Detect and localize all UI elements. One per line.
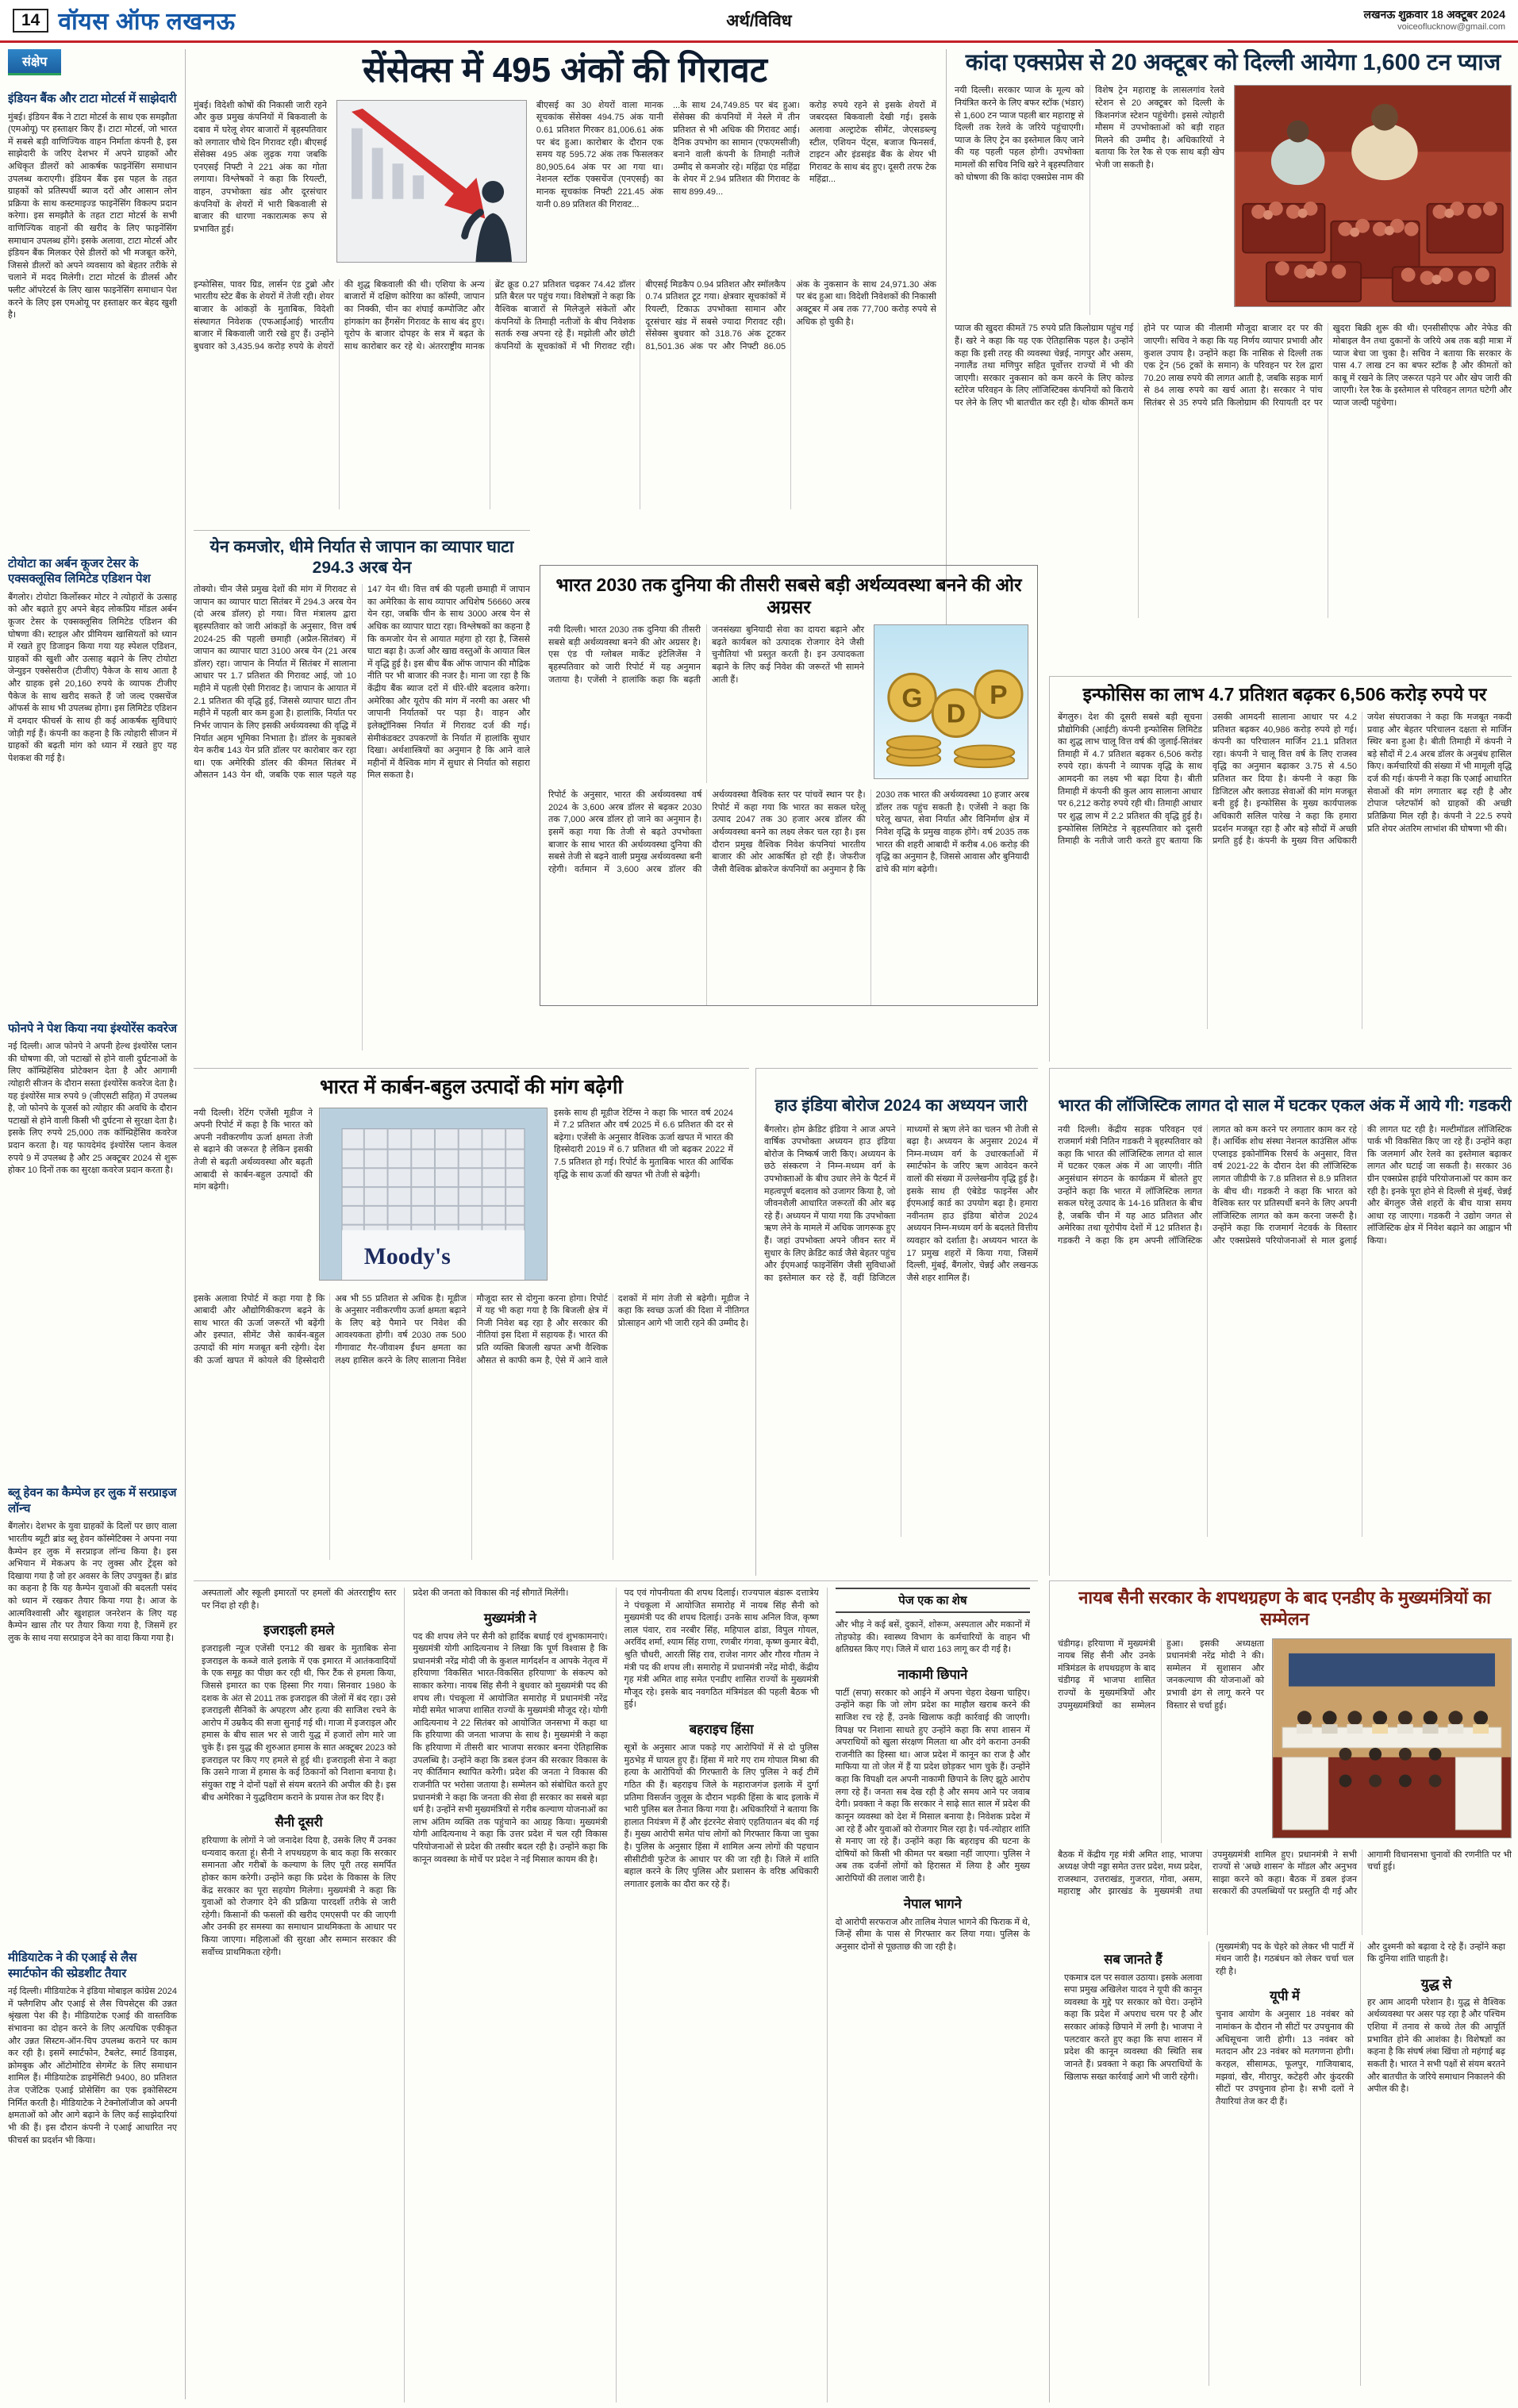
article-body: नयी दिल्ली। भारत 2030 तक दुनिया की तीसरी सबसे बड़ी अर्थव्यवस्था बनने की ओर अग्रसर है। एस एंड पी ग्लोबल मार्केट इंटेलिजेंस ने बृहस्पतिवार को जारी रिपोर्ट में यह अनुमान जताया है। एजेंसी ने हालांकि कहा कि बढ़ती जनसंख्या बुनियादी सेवा का दायरा बढ़ाने और बढ़ते कार्यबल को उत्पादक रोजगार देने जैसी चुनौतियां भी प्रस्तुत करती है। इन उत्पादकता बढ़ाने के लिए कई निवेश की जरूरतें भी सामने आती हैं।	[548, 625, 864, 685]
article-body: चंडीगढ़। हरियाणा में मुख्यमंत्री नायब सिंह सैनी और उनके मंत्रिमंडल के शपथग्रहण के बाद चंडीगढ़ में भाजपा शासित राज्यों के मुख्यमंत्रियों और उपमुख्यमंत्रियों का सम्मेलन हुआ। इसकी अध्यक्षता प्रधानमंत्री नरेंद्र मोदी ने की। सम्मेलन में सुशासन और जनकल्याण की योजनाओं को प्रभावी ढंग से लागू करने पर विस्तार से चर्चा हुई।	[1058, 1638, 1264, 1711]
gdp-coins-image	[874, 624, 1028, 779]
moodys-building-image	[319, 1108, 548, 1281]
onion-train-photo	[1234, 85, 1512, 307]
continuation-text: और भीड़ ने कई बसें, दुकानें, शोरूम, अस्पताल और मकानों में तोड़फोड़ की। स्वास्थ्य विभाग के कर्मचारियों के वाहन भी क्षतिग्रस्त किए गए। जिले में धारा 163 लागू कर दी गई है।	[835, 1620, 1030, 1655]
article-body: बैंगलोर। होम क्रेडिट इंडिया ने आज अपने वार्षिक उपभोक्ता अध्ययन हाउ इंडिया बोरोज के निष्कर्ष जारी किए। अध्ययन के छठे संस्करण ने निम्न-मध्यम वर्ग के उपभोक्ताओं के बीच उधार लेने के पैटर्न में महत्वपूर्ण बदलाव को उजागर किया है, जो जीवनशैली आधारित जरूरतों की ओर बढ़ रहे हैं। अध्ययन में पाया गया कि उपभोक्ता ऋण लेने के मामले में अधिक जागरूक हुए हैं। जहां उपभोक्ता अपने जीवन स्तर में सुधार के लिए क्रेडिट कार्ड जैसे बेहतर पहुंच और ईएमआई फाइनेंसिंग जैसी सुविधाओं का इस्तेमाल कर रहे हैं, वहीं डिजिटल माध्यमों से ऋण लेने का चलन भी तेजी से बढ़ा है। अध्ययन के अनुसार 2024 में निम्न-मध्यम वर्ग के उधारकर्ताओं में स्मार्टफोन के जरिए ऋण आवेदन करने वालों की संख्या में उल्लेखनीय वृद्धि हुई है। इसके साथ ही एंबेडेड फाइनेंस और ईएमआई कार्ड का उपयोग बढ़ा है। हमारा नवीनतम हाउ इंडिया बोरोज 2024 अध्ययन निम्न-मध्यम वर्ग के बदलते वित्तीय व्यवहार को दर्शाता है। अध्ययन भारत के 17 प्रमुख शहरों में किया गया, जिसमें दिल्ली, मुंबई, बैंगलोर, चेन्नई और लखनऊ जैसे शहर शामिल हैं।	[764, 1124, 1038, 1283]
article-body: हर आम आदमी परेशान है। युद्ध से वैश्विक अर्थव्यवस्था पर असर पड़ रहा है और पश्चिम एशिया में तनाव से कच्चे तेल की आपूर्ति प्रभावित होने की आशंका है। विशेषज्ञों का कहना है कि संघर्ष लंबा खिंचा तो महंगाई बढ़ सकती है। भारत ने सभी पक्षों से संयम बरतने और बातचीत के जरिये समाधान निकालने की अपील की है।	[1367, 1997, 1505, 2095]
continuation-column-4	[828, 1588, 1038, 2402]
article-body: नयी दिल्ली। केंद्रीय सड़क परिवहन एवं राजमार्ग मंत्री नितिन गडकरी ने बृहस्पतिवार को कहा कि भारत की लॉजिस्टिक लागत दो साल में घटकर एकल अंक में आ जाएगी। नीति अनुसंधान संगठन के कार्यक्रम में बोलते हुए उन्होंने कहा कि भारत में लॉजिस्टिक लागत सकल घरेलू उत्पाद के 14-16 प्रतिशत के बीच है, जबकि चीन में यह आठ प्रतिशत और अमेरिका तथा यूरोपीय देशों में 12 प्रतिशत है। गडकरी ने कहा कि हम अपनी लॉजिस्टिक लागत को कम करने पर लगातार काम कर रहे हैं। आर्थिक शोध संस्था नेशनल काउंसिल ऑफ एप्लाइड इकोनॉमिक रिसर्च के अनुसार, वित्त वर्ष 2021-22 के दौरान देश की लॉजिस्टिक लागत जीडीपी के 7.8 प्रतिशत से 8.9 प्रतिशत के बीच थी। गडकरी ने कहा कि भारत को वैश्विक स्तर पर प्रतिस्पर्धी बनने के लिए अपनी लॉजिस्टिक लागत को कम करना जरूरी है। उन्होंने कहा कि राजमार्ग नेटवर्क के विस्तार और एक्सप्रेसवे परियोजनाओं से माल ढुलाई की लागत घट रही है। मल्टीमॉडल लॉजिस्टिक पार्क भी विकसित किए जा रहे हैं। उन्होंने कहा कि जलमार्ग और रेलवे का इस्तेमाल बढ़ाकर लागत और घटाई जा सकती है। सरकार 36 ग्रीन एक्सप्रेस हाईवे परियोजनाओं पर काम कर रही है। इनके पूरा होने से दिल्ली से मुंबई, चेन्नई और बेंगलुरु जैसे शहरों के बीच यात्रा समय आधा रह जाएगा। गडकरी ने उद्योग जगत से लॉजिस्टिक क्षेत्र में निवेश बढ़ाने का आह्वान भी किया।	[1058, 1124, 1512, 1246]
brief-body: मुंबई। इंडियन बैंक ने टाटा मोटर्स के साथ एक समझौता (एमओयू) पर हस्ताक्षर किए हैं। टाटा मोटर्स, जो भारत में सबसे बड़ी वाणिज्यिक वाहन निर्माता कंपनी है, इस साझेदारी के जरिए देशभर में अपने ग्राहकों और अधिकृत डीलरों को आकर्षक फाइनेंसिंग समाधान उपलब्ध कराएगी। इंडियन बैंक इस पहल के तहत ग्राहकों को प्रतिस्पर्धी ब्याज दरों और आसान लोन प्रक्रिया के साथ कस्टमाइज्ड फाइनेंसिंग विकल्प प्रदान करेगा। इस समझौते के तहत टाटा मोटर्स के सभी वाणिज्यिक वाहनों की खरीद के लिए फाइनेंसिंग समाधान उपलब्ध होंगे। इसके अलावा, टाटा मोटर्स और इंडियन बैंक मिलकर ऐसे डीलरों को भी मजबूत करेंगे, जिससे डीलरों को अपने व्यवसाय को बेहतर तरीके से चलाने में मदद मिलेगी। टाटा मोटर्स के डीलर्स और फ्लीट ऑपरेटर्स के लिए खास फाइनेंसिंग समाधान पेश करने के लिए इस एमओयू पर हस्ताक्षर कर बेहद खुशी है।	[8, 112, 177, 321]
article-body: पार्टी (सपा) सरकार को आईने में अपना चेहरा देखना चाहिए। उन्होंने कहा कि जो लोग प्रदेश का माहौल खराब करने की साजिश रच रहे हैं, उनके खिलाफ कड़ी कार्रवाई की जाएगी। विपक्ष पर निशाना साधते हुए उन्होंने कहा कि सपा शासन में अपराधियों को खुला संरक्षण मिलता था और दंगे कराना उनकी राजनीति का हिस्सा था। आज प्रदेश में कानून का राज है और माफिया या तो जेल में हैं या प्रदेश छोड़कर भाग चुके हैं। उन्होंने कहा कि विपक्षी दल अपनी नाकामी छिपाने के लिए झूठे आरोप लगा रहे हैं। जनता सब देख रही है और समय आने पर जवाब देगी। प्रवक्ता ने कहा कि सरकार ने साढ़े सात साल में प्रदेश की कानून व्यवस्था को देश में मिसाल बनाया है। निवेशक प्रदेश में आ रहे हैं और युवाओं को रोजगार मिल रहा है। पर्व-त्योहार शांति से मनाए जा रहे हैं। उन्होंने कहा कि बहराइच की घटना के दोषियों को किसी भी कीमत पर बख्शा नहीं जाएगा। पुलिस ने अब तक दर्जनों लोगों को हिरासत में लिया है और मुख्य आरोपियों की तलाश जारी है।	[835, 1688, 1030, 1884]
article-body: बैठक में केंद्रीय गृह मंत्री अमित शाह, भाजपा अध्यक्ष जेपी नड्डा समेत उत्तर प्रदेश, मध्य प्रदेश, राजस्थान, उत्तराखंड, गुजरात, गोवा, असम, महाराष्ट्र और झारखंड के मुख्यमंत्री तथा उपमुख्यमंत्री शामिल हुए। प्रधानमंत्री ने सभी राज्यों से 'अच्छे शासन' के मॉडल और अनुभव साझा करने को कहा। बैठक में डबल इंजन सरकारों की उपलब्धियों पर प्रस्तुति दी गई और आगामी विधानसभा चुनावों की रणनीति पर भी चर्चा हुई।	[1058, 1849, 1512, 1897]
article-sensex-fall	[194, 49, 936, 522]
saini-second-header: सैनी दूसरी	[275, 1815, 323, 1830]
brief-body: बैंगलोर। देशभर के युवा ग्राहकों के दिलों पर छाए वाला भारतीय ब्यूटी ब्रांड ब्लू हेवन कॉस्मेटिक्स ने अपना नया कैम्पेन हर लुक में सरप्राइज लॉन्च किया है। इस अभियान में मेकअप के नए लुक्स और ट्रेंड्स को दिखाया गया है जो हर अवसर के लिए उपयुक्त हैं। ब्रांड का कहना है कि यह कैम्पेन युवाओं की बदलती पसंद को ध्यान में रखकर तैयार किया गया है। आज के आत्मविश्वासी और खुशहाल जनरेशन के लिए यह कैम्पेन खास तौर पर तैयार किया गया है, जिसमें हर लुक के साथ नया सरप्राइज देने का वादा किया गया है।	[8, 1522, 177, 1643]
briefs-section-badge: संक्षेप	[8, 49, 61, 75]
infosys-headline: इन्फोसिस का लाभ 4.7 प्रतिशत बढ़कर 6,506 करोड़ रुपये पर	[1082, 684, 1487, 705]
bahraich-violence-header: बहराइच हिंसा	[689, 1722, 754, 1738]
continuation-column-2	[405, 1588, 616, 2402]
nda-headline: नायब सैनी सरकार के शपथग्रहण के बाद एनडीए के मुख्यमंत्रियों का सम्मेलन	[1078, 1588, 1491, 1629]
article-body: इन्फोसिस, पावर ग्रिड, लार्सन एंड टुब्रो और भारतीय स्टेट बैंक के शेयरों में तेजी रही। शेयर बाजार के आंकड़ों के मुताबिक, विदेशी संस्थागत निवेशक (एफआईआई) भारतीय बाजार में बिकवाली जारी रखे हुए हैं। उन्होंने बुधवार को 3,435.94 करोड़ रुपये के शेयरों की शुद्ध बिकवाली की थी। एशिया के अन्य बाजारों में दक्षिण कोरिया का कॉस्पी, जापान का निक्की, चीन का शंघाई कम्पोजिट और हांगकांग का हैंगसेंग गिरावट के साथ बंद हुए। यूरोप के बाजार दोपहर के सत्र में बढ़त के साथ कारोबार कर रहे थे। अंतरराष्ट्रीय मानक ब्रेंट क्रूड 0.27 प्रतिशत चढ़कर 74.42 डॉलर प्रति बैरल पर पहुंच गया। विशेषज्ञों ने कहा कि वैश्विक बाजारों से मिलेजुले संकेतों और कंपनियों के तिमाही नतीजों के बीच निवेशक सतर्क रुख अपना रहे हैं। मझोली और छोटी कंपनियों के सूचकांकों में भी गिरावट रही। बीएसई मिडकैप 0.94 प्रतिशत और स्मॉलकैप 0.74 प्रतिशत टूट गया। क्षेत्रवार सूचकांकों में रियल्टी, टिकाऊ उपभोक्ता सामान और दूरसंचार खंड में सबसे ज्यादा गिरावट रही। सेंसेक्स बुधवार को 318.76 अंक टूटकर 81,501.36 अंक पर और निफ्टी 86.05 अंक के नुकसान के साथ 24,971.30 अंक पर बंद हुआ था। विदेशी निवेशकों की निकासी अक्टूबर में अब तक 77,700 करोड़ रुपये से अधिक हो चुकी है।	[194, 279, 936, 351]
article-logistics-gadkari	[1049, 1068, 1512, 1576]
article-body: सूत्रों के अनुसार आज पकड़े गए आरोपियों में से दो पुलिस मुठभेड़ में घायल हुए हैं। हिंसा में मारे गए राम गोपाल मिश्रा की हत्या के आरोपियों की गिरफ्तारी के लिए पुलिस ने कई टीमें गठित की हैं। बहराइच जिले के महाराजगंज इलाके में दुर्गा प्रतिमा विसर्जन जुलूस के दौरान भड़की हिंसा के बाद इलाके में भारी पुलिस बल तैनात किया गया है। अधिकारियों ने बताया कि हालात नियंत्रण में हैं और इंटरनेट सेवाएं एहतियातन बंद की गई हैं। मुख्य आरोपी समेत पांच लोगों को गिरफ्तार किया जा चुका है। पुलिस के अनुसार हिंसा में शामिल अन्य लोगों की पहचान सीसीटीवी फुटेज के आधार पर की जा रही है। जिले में शांति बहाल करने के लिए पुलिस और प्रशासन के वरिष्ठ अधिकारी लगातार इलाके का दौरा कर रहे हैं।	[624, 1743, 819, 1889]
gdp-coins-illustration	[874, 625, 1028, 778]
newspaper-title: वॉयस ऑफ लखनऊ	[58, 9, 236, 35]
sub-column-up	[1209, 1941, 1361, 2386]
article-india-2030-economy	[540, 565, 1038, 1006]
gdp-letter-p: P	[990, 681, 1008, 711]
brief-item	[8, 1950, 177, 2399]
brief-title: मीडियाटेक ने की एआई से लैस स्मार्टफोन की स्प्रेडशीट तैयार	[8, 1951, 137, 1980]
article-body: रिपोर्ट के अनुसार, भारत की अर्थव्यवस्था वर्ष 2024 के 3,600 अरब डॉलर से बढ़कर 2030 तक 7,000 अरब डॉलर हो जाने का अनुमान है। इसमें कहा गया कि तेजी से बढ़ते उपभोक्ता बाजार के साथ भारत की अर्थव्यवस्था दुनिया की सबसे तेजी से बढ़ने वाली प्रमुख अर्थव्यवस्था बनी रहेगी। वर्तमान में 3,600 अरब डॉलर की अर्थव्यवस्था वैश्विक स्तर पर पांचवें स्थान पर है। रिपोर्ट में कहा गया कि भारत का सकल घरेलू उत्पाद 2047 तक 30 हजार अरब डॉलर की अर्थव्यवस्था बनने का लक्ष्य लेकर चल रहा है। इस दौरान प्रमुख वैश्विक निवेश कंपनियां भारतीय बाजार की ओर आकर्षित हो रही हैं। जेफरीज जैसी वैश्विक ब्रोकरेज कंपनियों का अनुमान है कि 2030 तक भारत की अर्थव्यवस्था 10 हजार अरब डॉलर तक पहुंच सकती है। एजेंसी ने कहा कि घरेलू खपत, सेवा निर्यात और विनिर्माण क्षेत्र में निवेश वृद्धि के प्रमुख वाहक होंगे। वर्ष 2035 तक भारत की शहरी आबादी में करीब 4.06 करोड़ की वृद्धि का अनुमान है, जिससे आवास और बुनियादी ढांचे की मांग बढ़ेगी।	[548, 790, 1029, 874]
carbon-headline: भारत में कार्बन-बहुल उत्पादों की मांग बढ़ेगी	[319, 1076, 623, 1098]
cm-conference-photo	[1272, 1638, 1512, 1838]
hiding-failure-header: नाकामी छिपाने	[897, 1667, 968, 1682]
article-column: मुंबई। विदेशी कोषों की निकासी जारी रहने और कुछ प्रमुख कंपनियों में बिकवाली के दबाव में घरेलू शेयर बाजारों में बृहस्पतिवार को लगातार चौथे दिन गिरावट रही। बीएसई सेंसेक्स 495 अंक लुढ़क गया जबकि एनएसई निफ्टी ने 221 अंक का गोता लगाया। विश्लेषकों ने कहा कि रियल्टी, वाहन, उपभोक्ता खंड और दूरसंचार कंपनियों के शेयरों में भारी बिकवाली से बाजार की धारणा नकारात्मक रूप से प्रभावित हुई।	[194, 100, 327, 234]
israeli-attacks-header: इजराइली हमले	[263, 1623, 335, 1638]
yen-headline: येन कमजोर, धीमे निर्यात से जापान का व्यापार घाटा 294.3 अरब येन	[209, 538, 514, 577]
from-war-header: युद्ध से	[1420, 1976, 1452, 1991]
sub-column-war	[1361, 1941, 1512, 2386]
onion-sorting-photo	[1235, 86, 1511, 306]
continuation-text: और दुश्मनी को बढ़ावा दे रहे हैं। उन्होंने कहा कि दुनिया शांति चाहती है।	[1367, 1941, 1505, 1964]
brief-item	[8, 1485, 177, 1934]
cm-conference-group-photo	[1273, 1639, 1511, 1838]
article-nda-cm-conference	[1049, 1580, 1512, 2402]
article-japan-trade-deficit	[194, 530, 530, 1060]
continuation-text: (मुख्यमंत्री) पद के चेहरे को लेकर भी पार्टी में मंथन जारी है। गठबंधन को लेकर चर्चा चल रही है।	[1216, 1941, 1354, 1976]
brief-title: फोनपे ने पेश किया नया इंश्योरेंस कवरेज	[8, 1021, 177, 1035]
brief-item	[8, 1021, 177, 1470]
page-one-rest-header: पेज एक का शेष	[836, 1588, 1030, 1613]
nepal-flee-header: नेपाल भागने	[903, 1896, 962, 1911]
brief-body: नई दिल्ली। आज फोनपे ने अपनी हेल्थ इंश्योरेंस प्लान की घोषणा की, जो पटाखों से होने वाली दुर्घटनाओं के लिए कॉम्प्रिहेंसिव प्रोटेक्शन देता है और आगामी त्योहारी सीजन के दौरान सस्ता इंश्योरेंस कवरेज देता है। यह इंश्योरेंस मात्र रुपये 9 (जीएसटी सहित) में उपलब्ध है, जो फोनपे के यूजर्स को त्योहार की अवधि के दौरान पटाखों से होने वाली किसी भी दुर्घटना से सुरक्षा देता है। इसके लिए रुपये 25,000 तक कॉम्प्रिहेंसिव कवरेज प्रदान करता है। यह फायदेमंद इंश्योरेंस प्लान केवल रुपये 9 में उपलब्ध है और 25 अक्टूबर 2024 से शुरू होकर 10 दिनों तक का सुरक्षा कवरेज प्रदान करता है।	[8, 1042, 177, 1176]
in-up-header: यूपी में	[1270, 1989, 1300, 2004]
everyone-knows-header: सब जानते हैं	[1104, 1952, 1163, 1967]
continuation-text: पद एवं गोपनीयता की शपथ दिलाई। राज्यपाल बंडारू दत्तात्रेय ने पंचकूला में आयोजित समारोह में नायब सिंह सैनी को मुख्यमंत्री पद की शपथ दिलाई। उनके साथ अनिल विज, कृष्ण लाल पंवार, राव नरबीर सिंह, महिपाल ढांडा, विपुल गोयल, अरविंद शर्मा, श्याम सिंह राणा, रणबीर गंगवा, कृष्ण कुमार बेदी, श्रुति चौधरी, आरती सिंह राव, राजेश नागर और गौरव गौतम ने मंत्री पद की शपथ ली। समारोह में प्रधानमंत्री नरेंद्र मोदी, केंद्रीय गृह मंत्री अमित शाह समेत एनडीए शासित राज्यों के मुख्यमंत्री मौजूद रहे। इसके बाद नवगठित मंत्रिमंडल की पहली बैठक भी हुई।	[624, 1588, 819, 1710]
article-column: बीएसई का 30 शेयरों वाला मानक सूचकांक सेंसेक्स 494.75 अंक यानी 0.61 प्रतिशत गिरकर 81,006.61 अंक पर बंद हुआ। कारोबार के दौरान एक समय यह 595.72 अंक तक फिसलकर 80,905.64 अंक पर आ गया था। नेशनल स्टॉक एक्सचेंज (एनएसई) का मानक सूचकांक निफ्टी 221.45 अंक यानी 0.89 प्रतिशत की गिरावट...	[536, 100, 663, 209]
masthead-right	[1364, 7, 1506, 33]
article-body: एकमात्र दल पर सवाल उठाया। इसके अलावा सपा प्रमुख अखिलेश यादव ने यूपी की कानून व्यवस्था के मुद्दे पर सरकार को घेरा। उन्होंने कहा कि प्रदेश में अपराध चरम पर है और सरकार आंकड़े छिपाने में लगी है। भाजपा ने पलटवार करते हुए कहा कि सपा शासन में प्रदेश की कानून व्यवस्था की स्थिति सब जानते हैं। प्रवक्ता ने कहा कि अपराधियों के खिलाफ सख्त कार्रवाई आगे भी जारी रहेगी।	[1064, 1972, 1202, 2082]
article-column: नयी दिल्ली। रेटिंग एजेंसी मूडीज ने अपनी रिपोर्ट में कहा है कि भारत को अपनी नवीकरणीय ऊर्जा क्षमता तेजी से बढ़ाने की जरूरत है लेकिन इसकी तेजी से बढ़ती अर्थव्यवस्था और बढ़ती आबादी से कार्बन-बहुल उत्पादों की मांग बढ़ेगी।	[194, 1108, 313, 1192]
article-body: हरियाणा के लोगों ने जो जनादेश दिया है, उसके लिए मैं उनका धन्यवाद करता हूं। सैनी ने शपथग्रहण के बाद कहा कि सरकार समानता और गरीबों के कल्याण के लिए पूरी तरह समर्पित होकर काम करेगी। उन्होंने कहा कि प्रदेश के विकास के लिए केंद्र सरकार का पूरा सहयोग मिलेगा। मुख्यमंत्री ने कहा कि युवाओं को रोजगार देने की प्रक्रिया पारदर्शी तरीके से जारी रहेगी। किसानों की फसलों की खरीद एमएसपी पर की जाएगी और उनकी हर समस्या का समाधान प्राथमिकता के आधार पर किया जाएगा। महिलाओं की सुरक्षा और सम्मान सरकार की सर्वोच्च प्राथमिकता रहेगी।	[202, 1836, 397, 1957]
continuation-column-3	[617, 1588, 828, 2402]
borrows-headline: हाउ इंडिया बोरोज 2024 का अध्ययन जारी	[774, 1096, 1028, 1115]
article-body: इसके अलावा रिपोर्ट में कहा गया है कि आबादी और औद्योगिकीकरण बढ़ने के साथ भारत की ऊर्जा जरूरतें भी बढ़ेंगी और इस्पात, सीमेंट जैसे कार्बन-बहुल उत्पादों की मांग मजबूत बनी रहेगी। देश की ऊर्जा खपत में कोयले की हिस्सेदारी अब भी 55 प्रतिशत से अधिक है। मूडीज के अनुसार नवीकरणीय ऊर्जा क्षमता बढ़ाने के लिए बड़े पैमाने पर निवेश की आवश्यकता होगी। वर्ष 2030 तक 500 गीगावाट गैर-जीवाश्म ईंधन क्षमता का लक्ष्य हासिल करने के लिए सालाना निवेश मौजूदा स्तर से दोगुना करना होगा। रिपोर्ट में यह भी कहा गया है कि बिजली क्षेत्र में निजी निवेश बढ़ रहा है और सरकार की नीतियां इस दिशा में सहायक हैं। भारत की प्रति व्यक्ति बिजली खपत अभी वैश्विक औसत से काफी कम है, ऐसे में आने वाले दशकों में मांग तेजी से बढ़ेगी। मूडीज ने कहा कि स्वच्छ ऊर्जा की दिशा में नीतिगत प्रोत्साहन आगे भी जारी रहने की उम्मीद है।	[194, 1293, 749, 1365]
page-one-continuations	[194, 1580, 1038, 2402]
continuation-column-1	[194, 1588, 405, 2402]
section-label: अर्थ/विविध	[726, 11, 792, 30]
article-body: पद की शपथ लेने पर सैनी को हार्दिक बधाई एवं शुभकामनाएं। मुख्यमंत्री योगी आदित्यनाथ ने लिखा कि पूर्ण विश्वास है कि प्रधानमंत्री नरेंद्र मोदी जी के कुशल मार्गदर्शन व आपके नेतृत्व में हरियाणा 'विकसित भारत-विकसित हरियाणा' के संकल्प को साकार करेगा। नायब सिंह सैनी ने बुधवार को मुख्यमंत्री पद की शपथ ली। पंचकूला में आयोजित समारोह में प्रधानमंत्री नरेंद्र मोदी समेत भाजपा शासित राज्यों के मुख्यमंत्री मौजूद रहे। योगी आदित्यनाथ ने 22 सितंबर को आयोजित जनसभा में कहा था कि हरियाणा की जनता भाजपा के साथ है। मुख्यमंत्री ने कहा कि हरियाणा में तीसरी बार भाजपा सरकार बनना ऐतिहासिक उपलब्धि है। उन्होंने कहा कि डबल इंजन की सरकार विकास के नए कीर्तिमान स्थापित करेगी। प्रदेश की जनता ने विकास की राजनीति पर भरोसा जताया है। सम्मेलन को संबोधित करते हुए प्रधानमंत्री ने कहा कि जनता की सेवा ही सरकार का सबसे बड़ा धर्म है। उन्होंने सभी मुख्यमंत्रियों से गरीब कल्याण योजनाओं का लाभ अंतिम व्यक्ति तक पहुंचाने का आग्रह किया। मुख्यमंत्री योगी आदित्यनाथ ने कहा कि उत्तर प्रदेश में चल रही विकास परियोजनाओं से प्रदेश की तस्वीर बदल रही है। उन्होंने कहा कि कानून व्यवस्था के मोर्चे पर प्रदेश ने नई मिसाल कायम की है।	[413, 1631, 608, 1865]
brief-item	[8, 91, 177, 540]
article-body: चुनाव आयोग के अनुसार 18 नवंबर को नामांकन के दौरान नौ सीटों पर उपचुनाव की अधिसूचना जारी होगी। 13 नवंबर को मतदान और 23 नवंबर को मतगणना होगी। करहल, सीसामऊ, फूलपुर, गाजियाबाद, मझवां, खैर, मीरापुर, कटेहरी और कुंदरकी सीटों पर उपचुनाव होना है। सभी दलों ने तैयारियां तेज कर दी हैं।	[1216, 2010, 1354, 2107]
gdp-letter-g: G	[901, 684, 923, 714]
masthead	[0, 0, 1518, 43]
brief-item	[8, 556, 177, 1005]
article-carbon-demand	[194, 1068, 749, 1576]
brief-body: नई दिल्ली। मीडियाटेक ने इंडिया मोबाइल कांग्रेस 2024 में फ्लैगशिप और एआई से लैस चिपसेट्स की उन्नत श्रृंखला पेश की है। मीडियाटेक एआई की वास्तविक संभावना का दोहन करने के लिए अत्यधिक एकीकृत और उन्नत सिस्टम-ऑन-चिप उपलब्ध कराने पर काम कर रही है। इसमें स्मार्टफोन, टैबलेट, स्मार्ट डिवाइस, क्रोमबुक और ऑटोमोटिव सेगमेंट के लिए समाधान शामिल हैं। मीडियाटेक डाइमेंसिटी 9400, 80 प्रतिशत तेज एजेंटिक एआई प्रोसेसिंग का एक इकोसिस्टम निर्मित करती है। मीडियाटेक ने टेक्नोलॉजीज को अपनी क्षमताओं को और आगे बढ़ाने के लिए कई साझेदारियां भी की हैं। इस दौरान कंपनी ने एआई आधारित नए फीचर्स का प्रदर्शन भी किया।	[8, 1987, 177, 2145]
brief-body: बैंगलोर। टोयोटा किर्लोस्कर मोटर ने त्योहारों के उत्साह को और बढ़ाते हुए अपने बेहद लोकप्रिय मॉडल अर्बन कूजर टेसर के एक्सक्लूसिव लिमिटेड एडिशन की घोषणा की। स्टाइल और प्रीमियम खासियतों को ध्यान में रखते हुए डिजाइन किया गया यह स्पेशल एडिशन, ग्राहकों की खुशी और उत्साह बढ़ाने के लिए टोयोटा जेन्युइन एक्सेसरीज (टीजीए) पैकेज के साथ आता है और ग्राहक इसे 20,160 रुपये के व्यापक टीजीए पैकेज के साथ खरीद सकते हैं जो जल्द एक्सचेंज ऑफर्स के साथ भी उपलब्ध होगा। इस लिमिटेड एडिशन में दमदार फीचर्स के साथ ही कई आकर्षक सुविधाएं जोड़ी गई हैं। कंपनी का कहना है कि त्योहारी सीजन में ग्राहकों की बढ़ती मांग को ध्यान में रखते हुए यह पेशकश की गई है।	[8, 592, 177, 763]
article-how-india-borrows	[755, 1068, 1038, 1576]
moodys-logo-text: Moody's	[363, 1243, 451, 1269]
article-body: प्याज की खुदरा कीमतें 75 रुपये प्रति किलोग्राम पहुंच गई हैं। खरे ने कहा कि यह एक ऐतिहासिक पहल है। उन्होंने कहा कि इसी तरह की व्यवस्था चेन्नई, नागपुर और असम, नगालैंड तथा मणिपुर सहित पूर्वोत्तर राज्यों में भी की जाएगी। सरकार नुकसान को कम करने के लिए कोल्ड स्टोरेज परिवहन के लिए लॉजिस्टिक्स कंपनियों को किराये पर लेने के लिए भी बातचीत कर रही है। थोक कीमतें कम होने पर प्याज की नीलामी मौजूदा बाजार दर पर की जाएगी। सचिव ने कहा कि यह निर्णय व्यापार प्रभावी और कुशल उपाय है। उन्होंने कहा कि नासिक से दिल्ली तक एक ट्रेन (56 ट्रकों के समान) के परिवहन पर रेल द्वारा 70.20 लाख रुपये की लागत आती है, जबकि सड़क मार्ग से 84 लाख रुपये का खर्च आता है। सरकार ने पांच सितंबर से 35 रुपये प्रति किलोग्राम की रियायती दर पर खुदरा बिक्री शुरू की थी। एनसीसीएफ और नेफेड की मोबाइल वैन तथा दुकानों के जरिये अब तक बड़ी मात्रा में प्याज बेचा जा चुका है। सचिव ने बताया कि सरकार के पास 4.7 लाख टन का बफर स्टॉक है और कीमतों को काबू में रखने के लिए जरूरत पड़ने पर और खेप जारी की जाएगी। रेल रैक के इस्तेमाल से परिवहन लागत घटेगी और प्याज जल्दी पहुंचेगा।	[955, 324, 1512, 409]
lead-headline: सेंसेक्स में 495 अंकों की गिरावट	[363, 51, 767, 90]
briefs-column	[8, 49, 186, 2399]
gdp-letter-d: D	[946, 699, 967, 729]
continuation-text: प्रदेश की जनता को विकास की नई सौगातें मिलेंगी।	[413, 1588, 569, 1598]
article-body: नयी दिल्ली। सरकार प्याज के मूल्य को नियंत्रित करने के लिए बफर स्टॉक (भंडार) से 1,600 टन प्याज पहली बार महाराष्ट्र से दिल्ली तक रेलवे के जरिये पहुंचाएगी। प्याज के लिए ट्रेन का इस्तेमाल किए जाने की यह पहली पहल होगी। उपभोक्ता मामलों की सचिव निधि खरे ने बृहस्पतिवार को घोषणा की कि कांदा एक्सप्रेस नाम की विशेष ट्रेन महाराष्ट्र के लासलगांव रेलवे स्टेशन से 20 अक्टूबर को दिल्ली के किशनगंज स्टेशन पहुंचेगी। इससे त्योहारी मौसम में उपभोक्ताओं को बड़ी राहत मिलने की उम्मीद है। अधिकारियों ने बताया कि रेल रैक से एक साथ बड़ी खेप भेजी जा सकती है।	[955, 86, 1224, 182]
dateline: लखनऊ शुक्रवार 18 अक्टूबर 2024	[1363, 8, 1505, 21]
economy-headline: भारत 2030 तक दुनिया की तीसरी सबसे बड़ी अर्थव्यवस्था बनने की ओर अग्रसर	[555, 574, 1022, 618]
market-crash-image	[336, 100, 527, 263]
page-number: 14	[13, 9, 48, 33]
article-column: करोड़ रुपये रहने से इसके शेयरों में जबरदस्त बिकवाली देखी गई। इसके अलावा अल्ट्राटेक सीमेंट, जेएसडब्ल्यू स्टील, एशियन पेंट्स, बजाज फिनसर्व, टाइटन और इंडसइंड बैंक के शेयर भी गिरावट के साथ बंद हुए। दूसरी तरफ टेक महिंद्रा...	[809, 100, 936, 185]
sub-column-everyone-knows	[1058, 1941, 1209, 2386]
continuation-text: अस्पतालों और स्कूली इमारतों पर हमलों की अंतरराष्ट्रीय स्तर पर निंदा हो रही है।	[202, 1588, 397, 1611]
cm-wrote-header: मुख्यमंत्री ने	[483, 1611, 536, 1626]
brief-title: टोयोटा का अर्बन कूजर टेसर के एक्सक्लूसिव लिमिटेड एडिशन पेश	[8, 556, 151, 586]
contact-email: voiceoflucknow@gmail.com	[1397, 22, 1505, 33]
article-body: बेंगलुरु। देश की दूसरी सबसे बड़ी सूचना प्रौद्योगिकी (आईटी) कंपनी इन्फोसिस लिमिटेड का शुद्ध लाभ चालू वित्त वर्ष की जुलाई-सितंबर तिमाही में 4.7 प्रतिशत बढ़कर 6,506 करोड़ रुपये रहा। कंपनी ने व्यापक वृद्धि के साथ आमदनी का लक्ष्य भी बढ़ा दिया है। बीती तिमाही में कंपनी की कुल आय सालाना आधार पर 6,212 करोड़ रुपये रही थी। तिमाही आधार पर शुद्ध लाभ में 2.2 प्रतिशत की वृद्धि हुई है। इन्फोसिस लिमिटेड ने बृहस्पतिवार को दूसरी तिमाही के नतीजे जारी करते हुए बताया कि उसकी आमदनी सालाना आधार पर 4.2 प्रतिशत बढ़कर 40,986 करोड़ रुपये हो गई। कंपनी का परिचालन मार्जिन 21.1 प्रतिशत रहा। कंपनी ने चालू वित्त वर्ष के लिए राजस्व वृद्धि का अनुमान बढ़ाकर 3.75 से 4.50 प्रतिशत कर दिया है। कंपनी ने कहा कि डिजिटल और क्लाउड सेवाओं की मांग मजबूत बनी हुई है। इन्फोसिस के मुख्य कार्यपालक अधिकारी सलिल पारेख ने कहा कि हमारा प्रदर्शन मजबूत रहा है और बड़े सौदों में अच्छी प्रगति हुई है। कंपनी के मुख्य वित्त अधिकारी जयेश संघराजका ने कहा कि मजबूत नकदी प्रवाह और बेहतर परिचालन दक्षता से मार्जिन स्थिर बना हुआ है। बीती तिमाही में कंपनी ने बड़े सौदों में 2.4 अरब डॉलर के अनुबंध हासिल किए। कर्मचारियों की संख्या में भी मामूली वृद्धि दर्ज की गई। कंपनी ने कहा कि एआई आधारित सेवाओं की मांग लगातार बढ़ रही है और टोपाज प्लेटफॉर्म को ग्राहकों की अच्छी प्रतिक्रिया मिल रही है। कंपनी ने 22.5 रुपये प्रति शेयर अंतरिम लाभांश की घोषणा भी की।	[1058, 712, 1512, 847]
logistics-headline: भारत की लॉजिस्टिक लागत दो साल में घटकर एकल अंक में आये गी: गडकरी	[1058, 1096, 1512, 1115]
article-body: दो आरोपी सरफराज और तालिब नेपाल भागने की फिराक में थे, जिन्हें सीमा के पास से गिरफ्तार कर लिया गया। पुलिस के अनुसार दोनों से पूछताछ की जा रही है।	[835, 1917, 1030, 1952]
article-column: ...के साथ 24,749.85 पर बंद हुआ। सेंसेक्स की कंपनियों में नेस्ले में तीन प्रतिशत से भी अधिक की गिरावट आई। दैनिक उपभोग का सामान (एफएमसीजी) बनाने वाली कंपनी के तिमाही नतीजे उम्मीद से कमजोर रहे। महिंद्रा एंड महिंद्रा के शेयर में 2.94 प्रतिशत की गिरावट के साथ 899.49...	[672, 100, 800, 197]
onion-headline: कांदा एक्सप्रेस से 20 अक्टूबर को दिल्ली आयेगा 1,600 टन प्याज	[965, 50, 1501, 75]
market-crash-illustration	[337, 101, 526, 262]
article-infosys-profit	[1049, 676, 1512, 1062]
article-body: तोक्यो। चीन जैसे प्रमुख देशों की मांग में गिरावट से जापान का व्यापार घाटा सितंबर में 294.3 अरब येन (दो अरब डॉलर) हो गया। वित्त मंत्रालय द्वारा बृहस्पतिवार को जारी आंकड़ों के अनुसार, वित्त वर्ष 2024-25 की पहली छमाही (अप्रैल-सितंबर) में जापान का व्यापार घाटा 3100 अरब येन (21 अरब डॉलर) रहा। जापान के निर्यात में सितंबर में सालाना आधार पर 1.7 प्रतिशत की गिरावट आई, जो 10 महीने में पहली ऐसी गिरावट है। जापान के आयात में 2.1 प्रतिशत की वृद्धि हुई, जिससे व्यापार घाटा तीन महीने में पहली बार कम हुआ है। हालांकि, निर्यात पर निर्भर जापान के लिए इसकी अर्थव्यवस्था की वृद्धि में निर्यात अहम भूमिका निभाता है। डॉलर के मुकाबले येन करीब 143 येन प्रति डॉलर पर कारोबार कर रहा था। एक अमेरिकी डॉलर की कीमत सितंबर में औसतन 143 येन थी, जबकि एक साल पहले यह 147 येन थी। वित्त वर्ष की पहली छमाही में जापान का अमेरिका के साथ व्यापार अधिशेष 56660 अरब येन रहा, जबकि चीन के साथ 3000 अरब येन से अधिक का व्यापार घाटा रहा। विश्लेषकों का कहना है कि कमजोर येन से आयात महंगा हो रहा है, जिससे घाटा बढ़ा है। ऊर्जा और खाद्य वस्तुओं के आयात बिल में वृद्धि हुई है। इस बीच बैंक ऑफ जापान की मौद्रिक नीति पर भी बाजार की नजर है। माना जा रहा है कि केंद्रीय बैंक ब्याज दरों में धीरे-धीरे बदलाव करेगा। अमेरिका और यूरोप की मांग में नरमी का असर भी जापानी निर्यातकों पर पड़ा है। वाहन और इलेक्ट्रॉनिक्स निर्यात में गिरावट दर्ज की गई। सेमीकंडक्टर उपकरणों के निर्यात में हालांकि सुधार दिखा। अर्थशास्त्रियों का अनुमान है कि आने वाले महीनों में वैश्विक मांग में सुधार से निर्यात को सहारा मिल सकता है।	[194, 585, 530, 781]
article-column: इसके साथ ही मूडीज रेटिंग्स ने कहा कि भारत वर्ष 2024 में 7.2 प्रतिशत और वर्ष 2025 में 6.6 प्रतिशत की दर से बढ़ेगा। एजेंसी के अनुसार वैश्विक ऊर्जा खपत में भारत की हिस्सेदारी 2019 में 6.7 प्रतिशत थी जो बढ़कर 2022 में 7.5 प्रतिशत हो गई। रिपोर्ट के मुताबिक भारत की आर्थिक वृद्धि के साथ ऊर्जा की खपत भी तेजी से बढ़ेगी।	[554, 1108, 733, 1180]
brief-title: ब्लू हेवन का कैम्पेज हर लुक में सरप्राइज लॉन्च	[8, 1486, 177, 1515]
article-body: इजराइली न्यूज एजेंसी एन12 की खबर के मुताबिक सेना इजराइल के कब्जे वाले इलाके में एक इमारत में आतंकवादियों के एक समूह का पीछा कर रही थी, फिर टैंक से हमला किया, जिससे इमारत का एक हिस्सा गिर गया। सिनवार 1980 के दशक के अंत से 2011 तक इजराइल की जेलों में बंद रहा। उसे इजराइली सैनिकों के अपहरण और हत्या की साजिश रचने के आरोप में उम्रकैद की सजा सुनाई गई थी। गाजा में इजराइल और हमास के बीच साल भर से जारी युद्ध में हजारों लोग मारे जा चुके हैं। इस युद्ध की शुरुआत हमास के सात अक्टूबर 2023 को इजराइल पर किए गए हमले से हुई थी। इजराइली सेना ने कहा कि उसने गाजा में हमास के कई ठिकानों को निशाना बनाया है। संयुक्त राष्ट्र ने दोनों पक्षों से संयम बरतने की अपील की है। इस बीच अमेरिका ने युद्धविराम कराने के प्रयास तेज कर दिए हैं।	[202, 1644, 397, 1803]
brief-title: इंडियन बैंक और टाटा मोटर्स में साझेदारी	[8, 92, 177, 106]
moodys-building-photo	[320, 1108, 547, 1280]
